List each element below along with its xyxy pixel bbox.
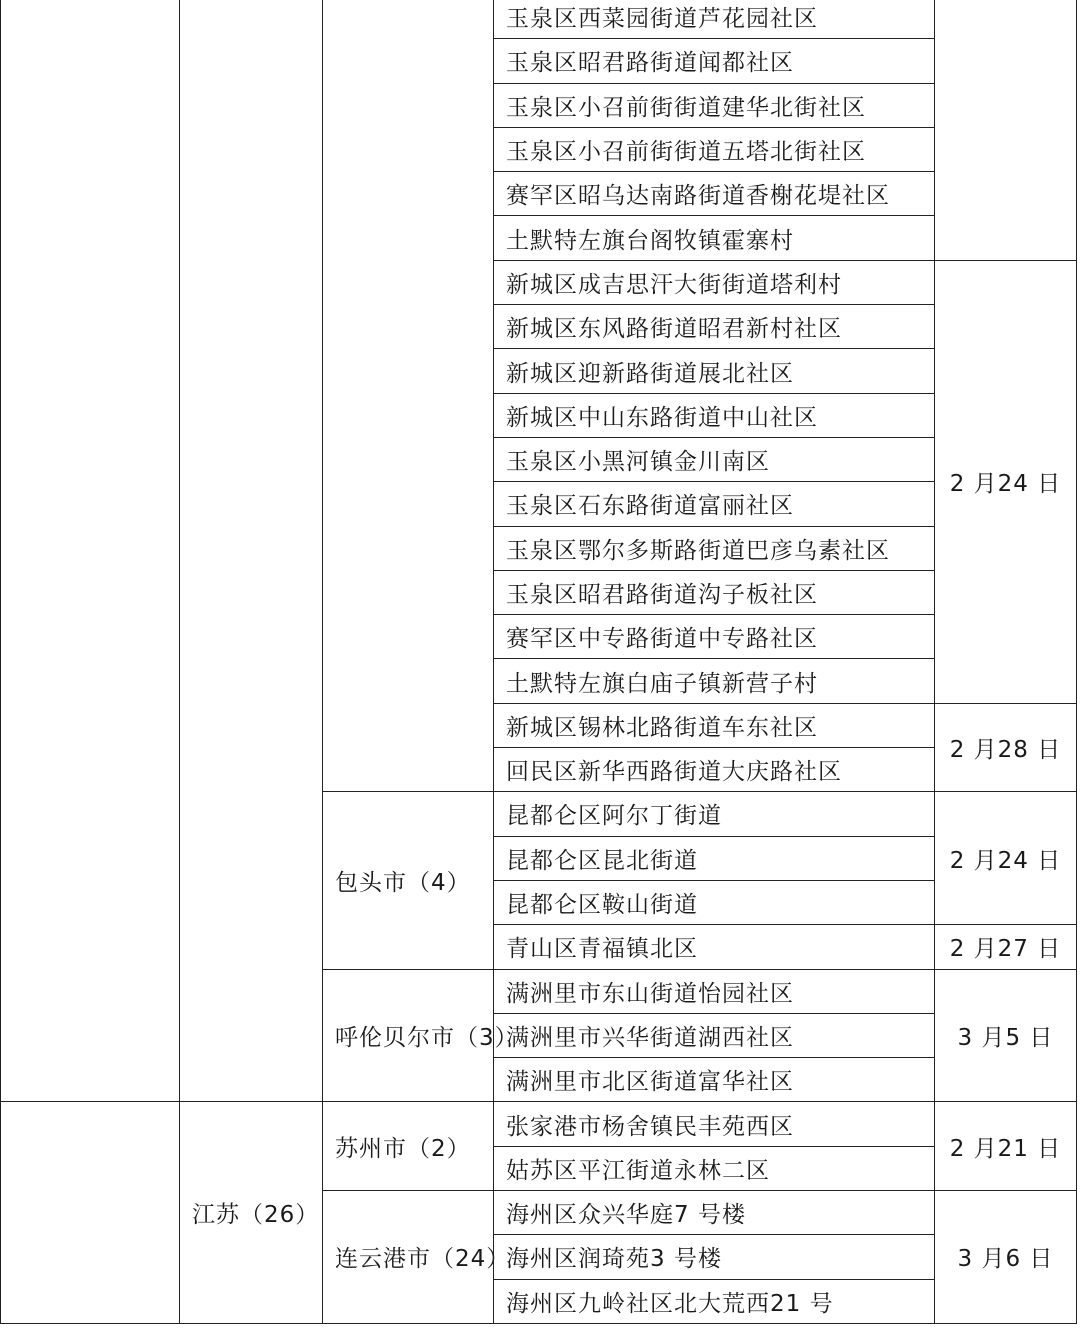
address-cell: 赛罕区昭乌达南路街道香榭花堤社区: [494, 172, 935, 216]
address-cell: 新城区成吉思汗大街街道塔利村: [494, 260, 935, 304]
address-cell: 昆都仑区昆北街道: [494, 836, 935, 880]
province-cell-prev: [1, 0, 180, 1102]
address-cell: 土默特左旗白庙子镇新营子村: [494, 659, 935, 703]
address-cell: 海州区润琦苑3 号楼: [494, 1235, 935, 1279]
date-cell: 2 月21 日: [935, 1102, 1077, 1191]
date-cell: 2 月28 日: [935, 703, 1077, 792]
date-cell: 3 月5 日: [935, 969, 1077, 1102]
address-cell: 姑苏区平江街道永林二区: [494, 1146, 935, 1190]
city-cell: 呼伦贝尔市（3）: [323, 969, 494, 1102]
date-cell: 2 月24 日: [935, 792, 1077, 925]
spacer-cell: [1, 1102, 180, 1323]
address-cell: 满洲里市兴华街道湖西社区: [494, 1013, 935, 1057]
address-cell: 玉泉区小召前街街道建华北街社区: [494, 83, 935, 127]
spacer-cell: [180, 0, 323, 1102]
address-cell: 玉泉区西菜园街道芦花园社区: [494, 0, 935, 39]
address-cell: 玉泉区小黑河镇金川南区: [494, 437, 935, 481]
address-cell: 玉泉区石东路街道富丽社区: [494, 482, 935, 526]
address-cell: 青山区青福镇北区: [494, 925, 935, 969]
address-cell: 海州区九岭社区北大荒西21 号: [494, 1279, 935, 1323]
address-cell: 昆都仑区鞍山街道: [494, 880, 935, 924]
address-cell: 新城区迎新路街道展北社区: [494, 349, 935, 393]
address-cell: 新城区中山东路街道中山社区: [494, 393, 935, 437]
city-cell: 苏州市（2）: [323, 1102, 494, 1191]
date-cell: 3 月6 日: [935, 1191, 1077, 1324]
address-cell: 土默特左旗台阁牧镇霍寨村: [494, 216, 935, 260]
address-cell: 张家港市杨舍镇民丰苑西区: [494, 1102, 935, 1146]
address-cell: 新城区锡林北路街道车东社区: [494, 703, 935, 747]
address-cell: 玉泉区昭君路街道沟子板社区: [494, 570, 935, 614]
city-cell-prev: [323, 0, 494, 792]
address-cell: 满洲里市东山街道怡园社区: [494, 969, 935, 1013]
table-row: [1, 1102, 1077, 1146]
date-cell-prev: [935, 0, 1077, 260]
table-row: [1, 0, 1077, 39]
address-cell: 赛罕区中专路街道中专路社区: [494, 615, 935, 659]
address-cell: 玉泉区昭君路街道闻都社区: [494, 39, 935, 83]
address-cell: 昆都仑区阿尔丁街道: [494, 792, 935, 836]
province-cell: 江苏（26）: [180, 1102, 323, 1323]
address-cell: 回民区新华西路街道大庆路社区: [494, 748, 935, 792]
date-cell: 2 月27 日: [935, 925, 1077, 969]
address-cell: 满洲里市北区街道富华社区: [494, 1058, 935, 1102]
city-cell: 连云港市（24）: [323, 1191, 494, 1324]
address-cell: 玉泉区小召前街街道五塔北街社区: [494, 127, 935, 171]
city-cell: 包头市（4）: [323, 792, 494, 969]
date-cell: 2 月24 日: [935, 260, 1077, 703]
address-cell: 新城区东风路街道昭君新村社区: [494, 305, 935, 349]
address-cell: 海州区众兴华庭7 号楼: [494, 1191, 935, 1235]
address-cell: 玉泉区鄂尔多斯路街道巴彦乌素社区: [494, 526, 935, 570]
